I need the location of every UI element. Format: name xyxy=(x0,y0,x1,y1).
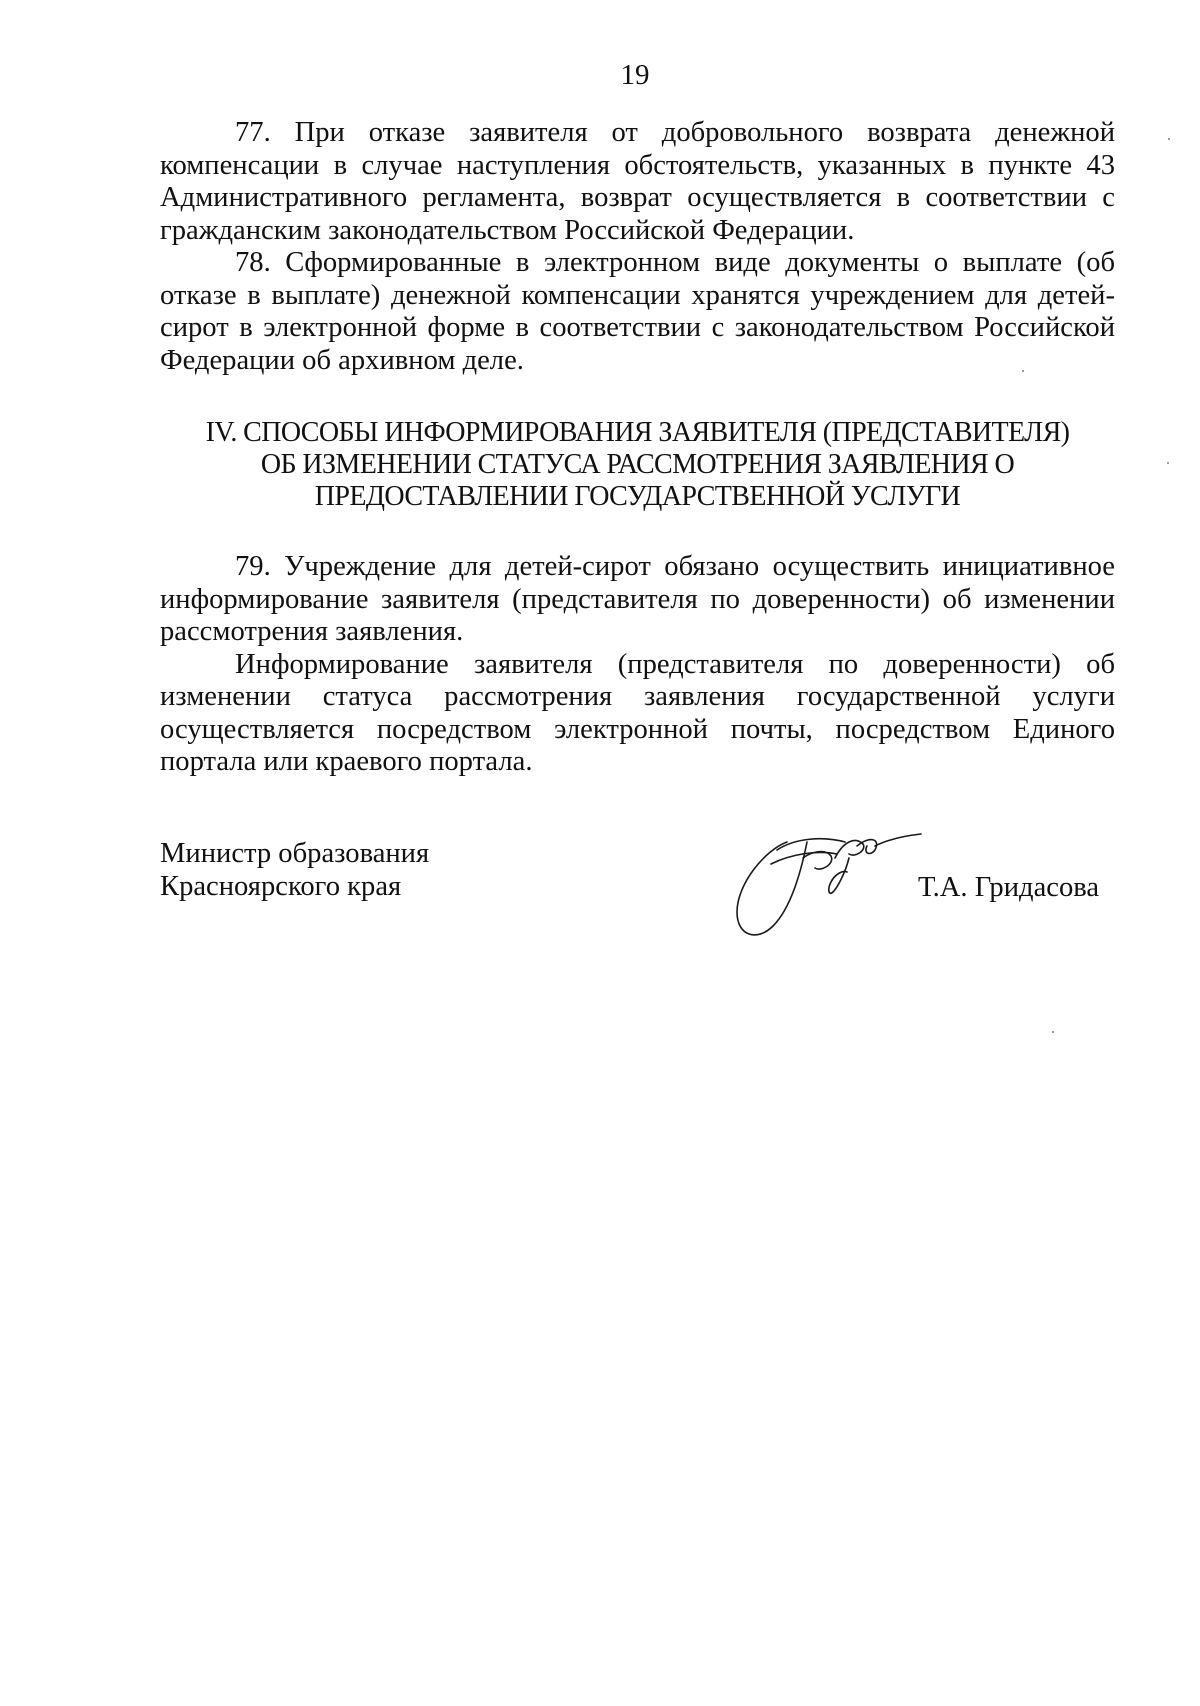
section-heading-line-3: ПРЕДОСТАВЛЕНИИ ГОСУДАРСТВЕННОЙ УСЛУГИ xyxy=(314,481,961,512)
scan-artifact xyxy=(1168,138,1170,140)
scan-artifact xyxy=(1022,370,1024,372)
signatory-position-line-2: Красноярского края xyxy=(160,870,402,902)
document-body xyxy=(160,117,1115,779)
paragraph-78: 78. Сформированные в электронном виде документы о выплате (об отказе в выплате) денежной компенсации хранятся учреждением для детей-сирот в электронной форме в соответствии с законодательством Российской Федерации об архивном деле. xyxy=(160,247,1115,376)
paragraph-79: 79. Учреждение для детей-сирот обязано осуществить инициативное информирование заявителя (представителя по доверенности) об изменении рассмотрения заявления. xyxy=(160,551,1115,647)
signatory-position-line-1: Министр образования xyxy=(160,838,430,869)
paragraph-77: 77. При отказе заявителя от добровольного возврата денежной компенсации в случае наступления обстоятельств, указанных в пункте 43 Административного регламента, возврат осуществляется в соответствии с гражданским законодательством Российской Федерации. xyxy=(160,117,1115,246)
signatory-name: Т.А. Гридасова xyxy=(918,872,1100,903)
paragraph-informing: Информирование заявителя (представителя по доверенности) об изменении статуса рассмотрения заявления государственной услуги осуществляется посредством электронной почты, посредством Единого портала или краевого портала. xyxy=(160,648,1115,777)
scan-artifact xyxy=(1052,1031,1054,1033)
section-heading-line-1: IV. СПОСОБЫ ИНФОРМИРОВАНИЯ ЗАЯВИТЕЛЯ (ПРЕДСТАВИТЕЛЯ) xyxy=(205,417,1070,448)
section-heading-line-2: ОБ ИЗМЕНЕНИИ СТАТУСА РАССМОТРЕНИЯ ЗАЯВЛЕНИЯ О xyxy=(260,449,1015,480)
signatory-position xyxy=(160,838,429,903)
signature-block xyxy=(160,838,1120,958)
scan-artifact xyxy=(1167,462,1169,464)
page-number: 19 xyxy=(620,59,650,91)
section-heading xyxy=(160,417,1115,513)
handwritten-signature xyxy=(725,828,925,950)
